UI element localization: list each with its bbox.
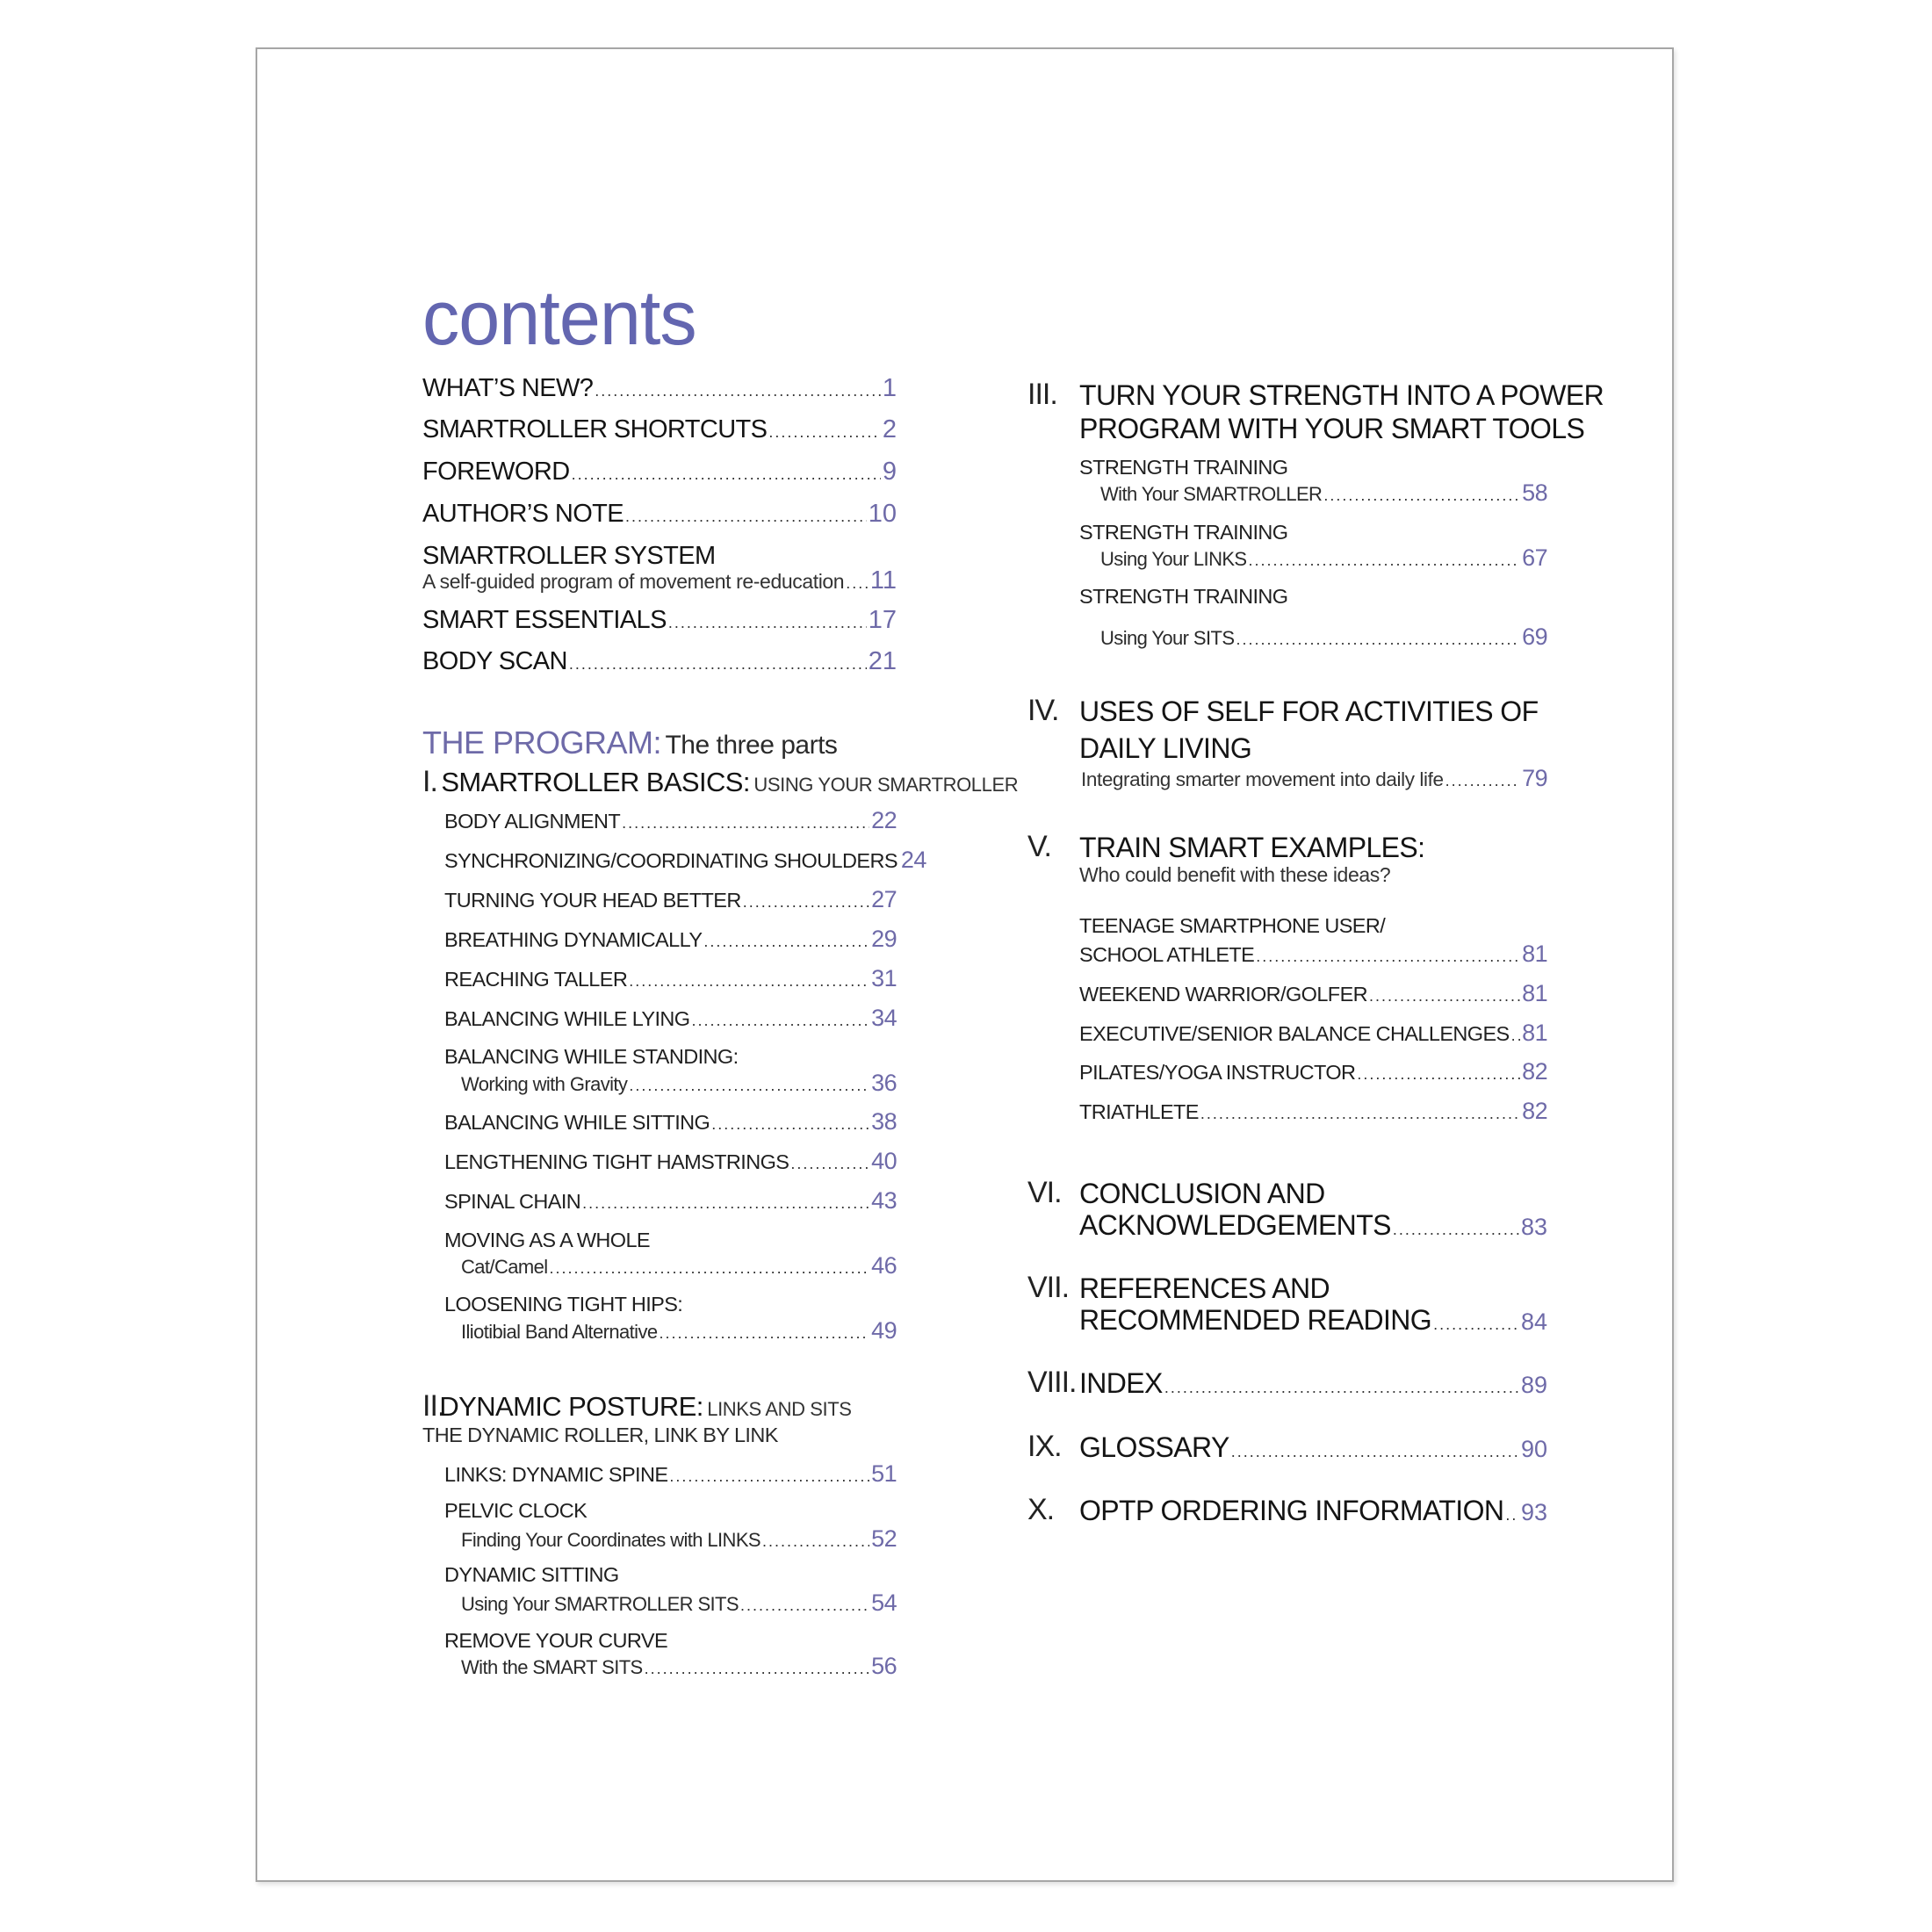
toc-entry-strength1[interactable] [1100,481,1547,505]
dot-leader [1505,1507,1519,1523]
dot-leader [1511,1027,1521,1043]
entry-label: AUTHOR’S NOTE [422,500,624,528]
dot-leader [846,575,869,591]
part1-title: SMARTROLLER BASICS: [441,767,750,797]
page-number: 36 [871,1070,897,1096]
part3-title-line1[interactable]: TURN YOUR STRENGTH INTO A POWER [1079,379,1604,411]
dot-leader [669,1468,869,1484]
toc-entry-system-label[interactable]: SMARTROLLER SYSTEM [422,542,716,570]
page-number: 49 [871,1317,897,1344]
toc-entry-teenage[interactable] [1079,942,1547,966]
dot-leader [569,656,867,672]
toc-entry-ordering[interactable] [1079,1496,1547,1525]
page-number: 31 [871,965,897,991]
part4-title-line1[interactable]: USES OF SELF FOR ACTIVITIES OF [1079,696,1539,727]
page-number: 83 [1520,1214,1547,1240]
dot-leader [660,1325,870,1341]
entry-label: BODY SCAN [422,647,567,675]
part2-subtitle: LINKS AND SITS [707,1398,852,1420]
toc-entry-executive[interactable] [1079,1021,1547,1045]
entry-sublabel: With Your SMARTROLLER [1100,483,1323,505]
entry-label: SMARTROLLER SHORTCUTS [422,415,768,443]
entry-label: FOREWORD [422,458,570,486]
part3-title-line2[interactable]: PROGRAM WITH YOUR SMART TOOLS [1079,413,1585,444]
toc-entry-strength1-label[interactable]: STRENGTH TRAINING [1079,456,1288,479]
page-number: 81 [1522,980,1547,1006]
dot-leader [668,615,867,631]
entry-sublabel: Using Your SITS [1100,627,1235,649]
dot-leader [1249,552,1521,568]
toc-entry-daily-living[interactable] [1081,767,1547,790]
toc-entry-dyn-sitting[interactable] [461,1591,897,1615]
entry-sublabel: Using Your SMARTROLLER SITS [461,1593,739,1615]
toc-entry-body-alignment[interactable] [444,809,897,833]
part5-numeral: V. [1027,830,1052,863]
page-number: 2 [882,415,897,443]
part3-numeral: III. [1027,378,1057,411]
page-number: 58 [1522,479,1547,506]
entry-label: SYNCHRONIZING/COORDINATING SHOULDERS [444,849,898,872]
entry-label: WEEKEND WARRIOR/GOLFER [1079,983,1368,1006]
toc-entry-index[interactable] [1079,1369,1547,1397]
page-number: 56 [871,1653,897,1679]
toc-entry-shortcuts[interactable] [422,417,897,443]
part6-numeral: VI. [1027,1176,1062,1209]
entry-label: PILATES/YOGA INSTRUCTOR [1079,1061,1356,1084]
entry-label: SMART ESSENTIALS [422,606,667,634]
entry-label: BREATHING DYNAMICALLY [444,928,703,951]
toc-entry-hips[interactable] [461,1319,897,1343]
part4-title-line2[interactable]: DAILY LIVING [1079,732,1252,764]
part7-numeral: VII. [1027,1271,1070,1304]
dot-leader [1323,487,1520,503]
toc-entry-teenage-label[interactable]: TEENAGE SMARTPHONE USER/ [1079,914,1386,937]
page-number: 9 [882,458,897,486]
part1-heading[interactable] [422,767,1018,797]
dot-leader [625,508,867,524]
page-number: 27 [871,886,897,912]
page-number: 29 [871,926,897,952]
toc-entry-pilates[interactable] [1079,1060,1547,1084]
toc-entry-body-scan[interactable] [422,649,897,674]
toc-entry-system[interactable] [422,568,897,594]
page-number: 17 [868,606,897,634]
toc-entry-triathlete[interactable] [1079,1099,1547,1123]
toc-entry-strength2-label[interactable]: STRENGTH TRAINING [1079,521,1288,544]
toc-entry-pelvic-label[interactable]: PELVIC CLOCK [444,1499,588,1522]
dot-leader [1164,1380,1519,1395]
page-number: 46 [871,1252,897,1279]
toc-entry-shoulders[interactable] [444,847,926,873]
dot-leader [743,894,869,910]
page-number: 84 [1520,1308,1547,1335]
toc-entry-balancing-lying[interactable] [444,1006,897,1030]
toc-entry-dyn-sitting-label[interactable]: DYNAMIC SITTING [444,1563,619,1586]
toc-entry-hamstrings[interactable] [444,1150,897,1173]
program-heading [422,724,838,761]
page-number: 21 [868,647,897,675]
dot-leader [762,1533,869,1549]
dot-leader [1357,1066,1520,1082]
page-number: 22 [871,807,897,833]
dot-leader [1256,948,1520,964]
page-number: 82 [1522,1098,1547,1124]
dot-leader [1369,988,1520,1004]
toc-entry-references[interactable] [1079,1306,1547,1334]
entry-label: SPINAL CHAIN [444,1190,581,1213]
dot-leader [629,973,869,989]
dot-leader [572,466,881,482]
entry-label: RECOMMENDED READING [1079,1304,1432,1336]
toc-entry-moving-label[interactable]: MOVING AS A WHOLE [444,1229,651,1251]
part8-numeral: VIII. [1027,1366,1077,1399]
part5-title[interactable]: TRAIN SMART EXAMPLES: [1079,832,1425,863]
dot-leader [1445,773,1521,789]
toc-entry-whats-new[interactable] [422,376,897,401]
entry-label: REACHING TALLER [444,968,628,991]
dot-leader [1393,1222,1519,1237]
toc-entry-strength3-label[interactable]: STRENGTH TRAINING [1079,585,1288,608]
part2-heading[interactable] [422,1391,852,1421]
dot-leader [1200,1106,1520,1121]
toc-entry-glossary[interactable] [1079,1433,1547,1461]
dot-leader [645,1661,870,1676]
toc-entry-foreword[interactable] [422,459,897,485]
entry-sublabel: Iliotibial Band Alternative [461,1321,658,1343]
entry-sublabel: With the SMART SITS [461,1656,643,1678]
toc-entry-pelvic[interactable] [461,1527,897,1551]
page-number: 40 [871,1148,897,1174]
page-number: 79 [1522,765,1547,791]
dot-leader [1231,1444,1519,1460]
toc-entry-strength3[interactable] [1100,625,1547,649]
dot-leader [1433,1316,1519,1332]
dot-leader [691,1013,869,1028]
dot-leader [582,1195,869,1211]
toc-entry-authors-note[interactable] [422,501,897,527]
entry-label: BALANCING WHILE LYING [444,1007,690,1030]
entry-label: LENGTHENING TIGHT HAMSTRINGS [444,1150,789,1173]
dot-leader [629,1078,869,1093]
toc-entry-hips-label[interactable]: LOOSENING TIGHT HIPS: [444,1293,683,1316]
part2-tagline: THE DYNAMIC ROLLER, LINK BY LINK [422,1424,778,1446]
page-title: contents [422,274,696,361]
dot-leader [740,1597,869,1613]
entry-label: INDEX [1079,1367,1163,1399]
entry-label: OPTP ORDERING INFORMATION [1079,1495,1504,1526]
entry-sublabel: Finding Your Coordinates with LINKS [461,1529,761,1551]
toc-entry-balancing-standing[interactable] [461,1071,897,1095]
entry-label: EXECUTIVE/SENIOR BALANCE CHALLENGES [1079,1022,1510,1045]
toc-entry-weekend[interactable] [1079,982,1547,1006]
page-number: 43 [871,1187,897,1214]
page-number: 69 [1522,624,1547,650]
dot-leader [1236,631,1520,647]
page-number: 89 [1520,1372,1547,1398]
entry-label: TRIATHLETE [1079,1100,1199,1123]
program-heading-rest: The three parts [665,731,838,760]
page-number: 82 [1522,1058,1547,1085]
entry-sublabel: Cat/Camel [461,1256,548,1278]
part6-title-line1[interactable]: CONCLUSION AND [1079,1178,1325,1209]
entry-label: WHAT’S NEW? [422,374,594,402]
dot-leader [790,1156,869,1171]
page-number: 81 [1522,941,1547,967]
part5-subtitle: Who could benefit with these ideas? [1079,863,1391,886]
dot-leader [550,1260,870,1276]
dot-leader [703,934,869,949]
toc-entry-reaching[interactable] [444,967,897,991]
toc-entry-smart-essentials[interactable] [422,608,897,633]
page-number: 67 [1522,544,1547,571]
toc-entry-conclusion[interactable] [1079,1211,1547,1239]
page-number: 93 [1520,1499,1547,1525]
part2-numeral: II. [422,1389,445,1423]
entry-label: BALANCING WHILE SITTING [444,1111,710,1134]
page-number: 51 [871,1460,897,1487]
entry-sublabel: A self-guided program of movement re-education [422,570,845,593]
entry-label: LINKS: DYNAMIC SPINE [444,1463,668,1486]
page-number: 54 [871,1590,897,1616]
toc-entry-balancing-sitting[interactable] [444,1110,897,1134]
dot-leader [595,383,881,399]
page-number: 10 [868,500,897,528]
entry-label: GLOSSARY [1079,1431,1229,1463]
entry-label: SCHOOL ATHLETE [1079,943,1255,966]
page-number: 81 [1522,1020,1547,1046]
part1-subtitle: USING YOUR SMARTROLLER [753,774,1019,796]
dot-leader [711,1116,869,1132]
dot-leader [622,815,869,831]
part4-numeral: IV. [1027,694,1059,727]
part10-numeral: X. [1027,1493,1055,1526]
program-heading-accent: THE PROGRAM: [422,724,662,761]
page-number: 24 [900,847,926,873]
toc-entry-curve[interactable] [461,1654,897,1678]
entry-sublabel: Using Your LINKS [1100,548,1247,570]
entry-sublabel: Working with Gravity [461,1073,628,1095]
entry-label: TURNING YOUR HEAD BETTER [444,889,741,912]
toc-entry-moving[interactable] [461,1254,897,1278]
toc-entry-head[interactable] [444,888,897,912]
page-number: 11 [869,566,897,595]
toc-entry-strength2[interactable] [1100,546,1547,570]
page-number: 38 [871,1108,897,1135]
entry-sublabel: Integrating smarter movement into daily life [1081,768,1444,790]
page-number: 34 [871,1005,897,1031]
toc-entry-balancing-standing-label[interactable]: BALANCING WHILE STANDING: [444,1045,739,1068]
part7-title-line1[interactable]: REFERENCES AND [1079,1272,1330,1304]
part1-numeral: I. [422,765,437,798]
entry-label: BODY ALIGNMENT [444,810,621,833]
toc-entry-spinal-chain[interactable] [444,1189,897,1213]
part2-title: DYNAMIC POSTURE: [439,1391,703,1422]
toc-entry-breathing[interactable] [444,927,897,951]
part9-numeral: IX. [1027,1430,1062,1463]
entry-label: ACKNOWLEDGEMENTS [1079,1209,1391,1241]
toc-entry-links-spine[interactable] [444,1462,897,1486]
page-number: 1 [882,374,897,402]
toc-entry-curve-label[interactable]: REMOVE YOUR CURVE [444,1629,668,1652]
dot-leader [768,424,880,440]
page-number: 52 [871,1525,897,1552]
page-number: 90 [1520,1436,1547,1462]
